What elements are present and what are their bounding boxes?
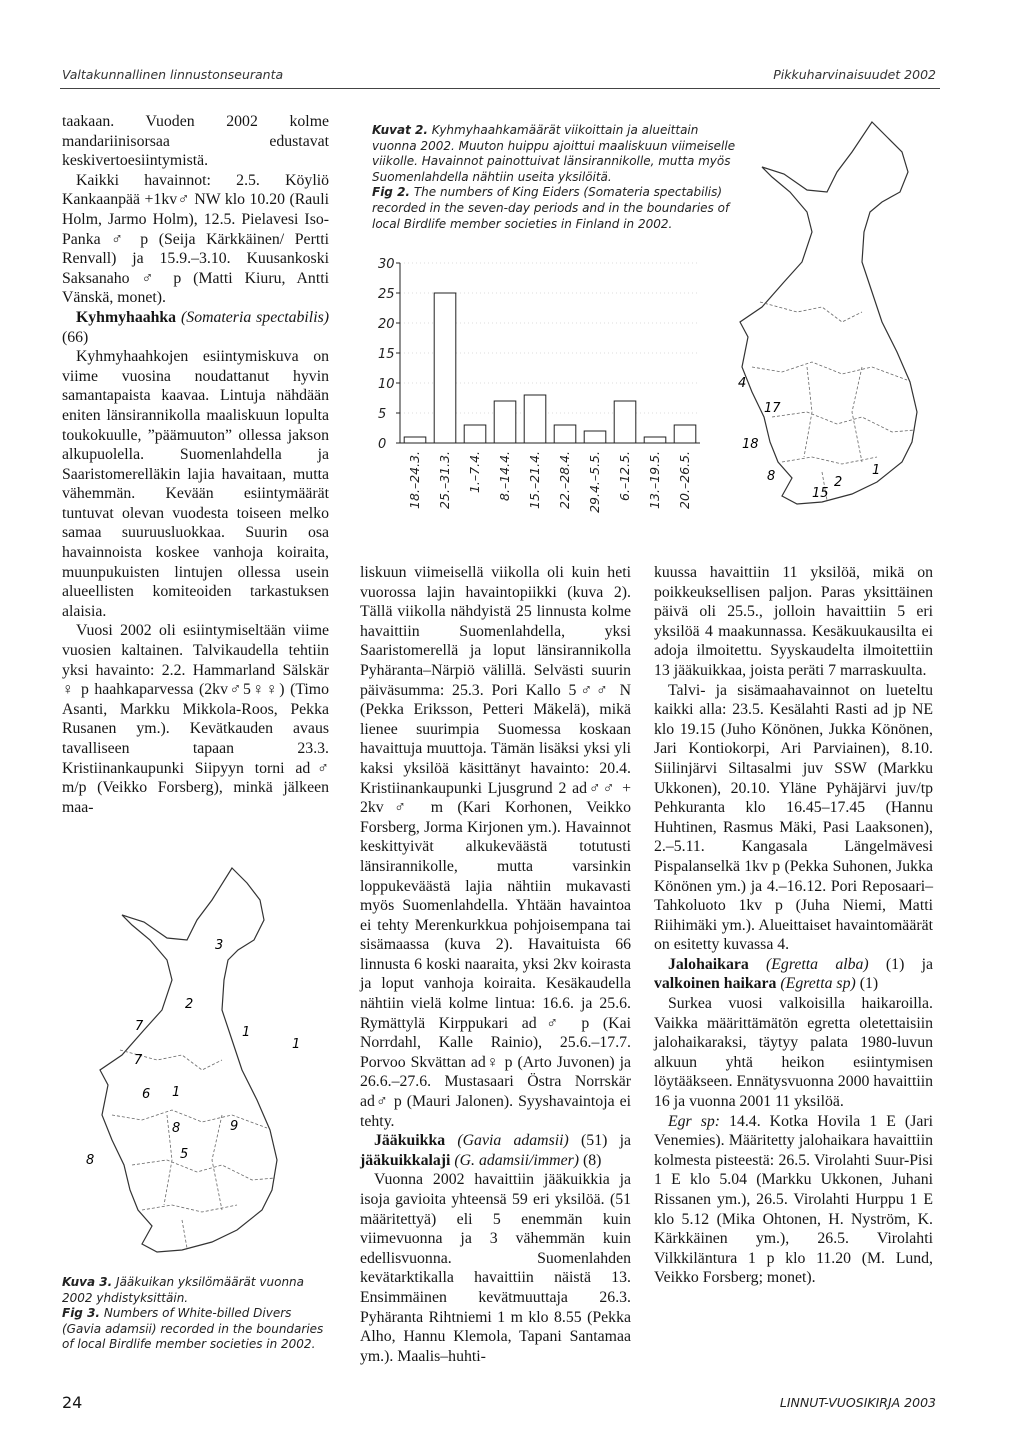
finland-map-king-eider: [712, 112, 942, 532]
paragraph-text: 14.4. Kotka Hovila 1 E (Jari Venemies). Määritetty jalohaikara havaittiin kolmesta pisteestä: 26.5. Virolahti Suur-Pisi 1 E klo 5.04 (Markku Ukkonen, Juhani Rissanen ym.), 26.5. Virolahti Hurppu 1 E klo 5.12 (Mika Ohtonen, H. Nyström, K. Kärkkäinen ym.), 26.5. Virolahti Vilkkiläntura 1 p klo 11.20 (M. Lund, Veikko Forsberg; monet).: [654, 1112, 933, 1287]
map-label: 18: [742, 437, 759, 452]
y-tick-label: 20: [378, 317, 395, 332]
bar: [554, 425, 576, 443]
map-label: 5: [180, 1147, 189, 1162]
y-tick-label: 25: [378, 287, 395, 302]
column-2: [360, 563, 631, 1366]
x-tick-label: 6.–12.5.: [617, 451, 632, 501]
map-label: 3: [215, 938, 224, 953]
x-tick-label: 20.–26.5.: [677, 451, 692, 509]
map-label: 8: [767, 469, 776, 484]
map-label: 15: [812, 486, 829, 501]
bar: [584, 431, 606, 443]
figure-caption-3: [62, 1275, 332, 1353]
paragraph: Vuosi 2002 oli esiintymiseltään viime vuosien kaltainen. Talvikaudella tehtiin yksi havainto: 2.2. Hammarland Sälskär ♀ p haahkaparvessa (2kv♂5♀♀) (Timo Asanti, Markku Mikkola-Roos, Pekka Rusanen ym.). Kevätkauden avaus tavalliseen tapaan 23.3. Kristiinankaupunki Siipyyn torni ad♂ m/p (Veikko Forsberg), minkä jälkeen maa-: [62, 622, 329, 816]
y-tick-label: 30: [378, 257, 395, 272]
paragraph: kuussa havaittiin 11 yksilöä, mikä on poikkeuksellisen paljon. Paras yksittäinen päivä oli 25.5., jolloin havaittiin 5 eri yksilöä 4 maakunnassa. Kesäkuukausilta ei adoja ilmoitettu. Syyskaudelta ilmoitettiin 13 jääkuikkaa, joista peräti 7 marraskuulta.: [654, 564, 933, 679]
species-heading: [62, 308, 329, 347]
paragraph: Kaikki havainnot: 2.5. Köyliö Kankaanpää +1kv♂ NW klo 10.20 (Rauli Holm, Jarmo Holm), 12.5. Pielavesi Iso-Panka ♂ p (Seija Kärkkäinen/ Pertti Renvall) ja 15.9.–3.10. Kuusankoski Saksanaho ♂ p (Matti Kiuru, Antti Vänskä, monet).: [62, 171, 329, 307]
species-name: Jalohaikara: [668, 955, 749, 973]
finland-outline: [740, 122, 917, 504]
species-latin: (G. adamsii/immer): [454, 1151, 579, 1169]
species-count: (1) ja: [885, 955, 933, 973]
x-tick-label: 15.–21.4.: [527, 451, 542, 509]
map-label: 8: [172, 1121, 181, 1136]
bar-chart: [360, 255, 710, 540]
bar: [434, 293, 456, 443]
map-label: 1: [872, 463, 881, 478]
paragraph: [654, 1112, 933, 1288]
caption-text: The numbers of King Eiders (Somateria spectabilis) recorded in the seven-day periods and in the boundaries of local Birdlife member societies in Finland in 2002.: [372, 185, 730, 231]
x-tick-label: 8.–14.4.: [497, 451, 512, 501]
bar: [494, 401, 516, 443]
bar: [524, 395, 546, 443]
species-latin: (Egretta sp): [780, 975, 856, 993]
species-name: valkoinen haikara: [654, 975, 777, 993]
bar: [464, 425, 486, 443]
paragraph: liskuun viimeisellä viikolla oli kuin heti vuorossa lajin havaintopiikki (kuva 2). Tällä viikolla nähdyistä 25 linnusta kolme havaittiin Suomenlahdella, yksi Saaristomerellä ja loput länsirannikolla Pyhäranta–Närpiö välillä. Selvästi suurin päiväsumma: 25.3. Pori Kallo 5♂♂ N (Pekka Eriksson, Petteri Mäkelä), mikä lienee suurimpia Suomessa koskaan havaittuja muuttoja. Tämän lisäksi yksi yli kaksi yksilöä käsittänyt havainto: 20.4. Kristiinankaupunki Ljusgrund 2 ad♂♂ + 2kv♂ m (Kari Korhonen, Veikko Forsberg, Jorma Kirjonen ym.). Havainnot keskittyivät alkukeväästä totutusti länsirannikolle, mutta varsinkin loppukeväästä lajia nähtiin mukavasti myös Suomenlahdella. Yhtään havaintoa ei tehty Merenkurkkua pohjoisempana tai sisämaassa (kuva 2). Havaituista 66 linnusta 6 koski naaraita, yksi 2kv koirasta ja loput vanhoja koiraita. Kesäkaudella nähtiin vielä kolme lintua: 16.6. ja 25.6. Rymättylä Kirppukari ad♂ p (Kai Norrdahl, Kalle Rainio), 25.6.–17.7. Porvoo Skvättan ad♀ p (Arto Juvonen) ja 26.6.–27.6. Mustasaari Östra Norrskär ad♂ p (Mauri Jalonen). Syyshavaintoja ei tehty.: [360, 564, 631, 1130]
y-tick-label: 10: [378, 377, 395, 392]
column-1: [62, 112, 329, 817]
map-label: 2: [185, 997, 194, 1012]
map-label: 9: [230, 1119, 239, 1134]
paragraph: Talvi- ja sisämaahavainnot on lueteltu kaikki alla: 23.5. Kesälahti Rasti ad jp NE klo 19.15 (Juho Könönen, Jukka Könönen, Jari Kontiokorpi, Ari Parviainen), 8.10. Siilinjärvi Siltasalmi juv SSW (Markku Ukkonen), 20.10. Yläne Pyhäjärvi juv/tp Pehkuranta klo 16.45–17.45 (Hannu Huhtinen, Rasmus Mäki, Pasi Laaksonen), 2.–5.11. Kangasala Längelmävesi Pispalanselkä 1kv p (Pekka Suhonen, Jukka Könönen ym.) ja 4.–16.12. Pori Reposaari–Tahkoluoto 1kv p (Juha Niemi, Matti Riihimäki ym.). Alueittaiset havaintomäärät on esitetty kuvassa 4.: [654, 681, 933, 954]
x-tick-label: 13.–19.5.: [647, 451, 662, 509]
map-label: 1: [172, 1085, 181, 1100]
map-label: 1: [242, 1025, 251, 1040]
y-tick-label: 5: [378, 407, 387, 422]
map-label: 7: [134, 1053, 143, 1068]
region-boundaries: [112, 1050, 275, 1248]
bar: [404, 437, 426, 443]
paragraph: taakaan. Vuoden 2002 kolme mandariinisorsaa edustavat keskivertoesiintymistä.: [62, 113, 329, 170]
caption-text: Jääkuikan yksilömäärät vuonna 2002 yhdistyksittäin.: [62, 1275, 305, 1305]
page-number: 24: [62, 1393, 83, 1412]
map-svg: [712, 112, 942, 532]
caption-label: Fig 2.: [372, 185, 410, 200]
species-count: (1): [859, 975, 879, 993]
species-name: Kyhmyhaahka: [76, 308, 177, 326]
caption-label: Kuva 3.: [62, 1275, 113, 1289]
species-latin: (Somateria spectabilis): [181, 308, 329, 326]
map-svg: [82, 858, 310, 1290]
header-rule: [60, 88, 940, 89]
species-count: (8): [582, 1151, 602, 1169]
caption-text: Kyhmyhaahkamäärät viikoittain ja alueittain vuonna 2002. Muuton huippu ajoittui maaliskuun viimeiselle viikolle. Havainnot painottuivat länsirannikolle, mutta myös Suomenlahdella nähtiin useita yksilöitä.: [372, 123, 736, 184]
x-tick-label: 1.–7.4.: [467, 451, 482, 494]
finland-map-divers: [82, 858, 310, 1290]
bar: [644, 437, 666, 443]
chart-svg: [360, 255, 710, 540]
y-tick-label: 15: [378, 347, 395, 362]
x-tick-label: 25.–31.3.: [437, 451, 452, 509]
x-tick-label: 18.–24.3.: [407, 451, 422, 509]
map-label: 8: [86, 1153, 95, 1168]
paragraph: Surkea vuosi valkoisilla haikaroilla. Vaikka määrittämätön egretta oletettaisiin jalohaikaraksi, täytyy palata 1980-luvun alkuun yhtä heikon esiintymisen löytääkseen. Ennätysvuonna 2000 havaittiin 16 ja vuonna 2001 11 yksilöä.: [654, 995, 934, 1111]
paragraph: Vuonna 2002 havaittiin jääkuikkia ja isoja gavioita yhteensä 59 eri yksilöä. (51 määritettyä) eli 5 enemmän kuin viimevuonna ja 3 vähemmän kuin edellisvuonna. Suomenlahden kevätarktikalla havaittiin näistä 13. Ensimmäinen kevätmuuttaja 26.3. Pyhäranta Rihtniemi 1 m klo 8.55 (Pekka Alho, Hannu Klemola, Tapani Santamaa ym.). Maalis–huhti-: [360, 1171, 631, 1365]
caption-label: Fig 3.: [62, 1306, 100, 1321]
map-label: 4: [738, 376, 747, 391]
x-tick-label: 22.–28.4.: [557, 451, 572, 509]
species-latin: (Gavia adamsii): [457, 1132, 569, 1150]
species-name: jääkuikkalaji: [360, 1151, 451, 1169]
bar: [614, 401, 636, 443]
bar: [674, 425, 696, 443]
map-label: 2: [834, 475, 843, 490]
journal-name: LINNUT-VUOSIKIRJA 2003: [779, 1395, 936, 1410]
species-heading: [360, 1131, 631, 1170]
species-name: Jääkuikka: [374, 1132, 446, 1150]
species-count: (66): [62, 328, 89, 346]
species-count: (51) ja: [581, 1132, 631, 1150]
paragraph: Kyhmyhaahkojen esiintymiskuva on viime vuosina noudattanut hyvin samantapaista kaavaa. Lintuja nähdään eniten länsirannikolla maaliskuun lopulta toukokuulle, ”päämuuton” ollessa jakson alkupuolella. Suomenlahdella ja Saaristomerelläkin lajia havaitaan, mutta vähemmän. Kevään esiintymäärät tuntuvat olevan vuodesta toiseen melko samaa suuruusluokkaa. Suurin osa havainnoista koskee vanhoja koiraita, muunpukuisten lintujen ollessa usein alueellisten komiteoiden tarkastuksen alaisia.: [62, 348, 329, 620]
figure-caption-2: [372, 123, 737, 232]
y-tick-label: 0: [378, 437, 387, 452]
x-tick-label: 29.4.–5.5.: [587, 451, 602, 513]
species-latin: (Egretta alba): [766, 955, 869, 973]
map-label: 17: [764, 401, 781, 416]
map-label: 6: [142, 1087, 151, 1102]
caption-text: Numbers of White-billed Divers (Gavia adamsii) recorded in the boundaries of local Birdlife member societies in 2002.: [62, 1306, 324, 1352]
map-label: 1: [292, 1037, 301, 1052]
running-header-right: Pikkuharvinaisuudet 2002: [773, 67, 936, 82]
caption-label: Kuvat 2.: [372, 123, 428, 137]
running-header-left: Valtakunnallinen linnustonseuranta: [62, 67, 284, 82]
column-3: [654, 563, 933, 1288]
egr-label: Egr sp:: [668, 1112, 721, 1130]
map-label: 7: [135, 1019, 144, 1034]
species-heading: [654, 955, 933, 994]
